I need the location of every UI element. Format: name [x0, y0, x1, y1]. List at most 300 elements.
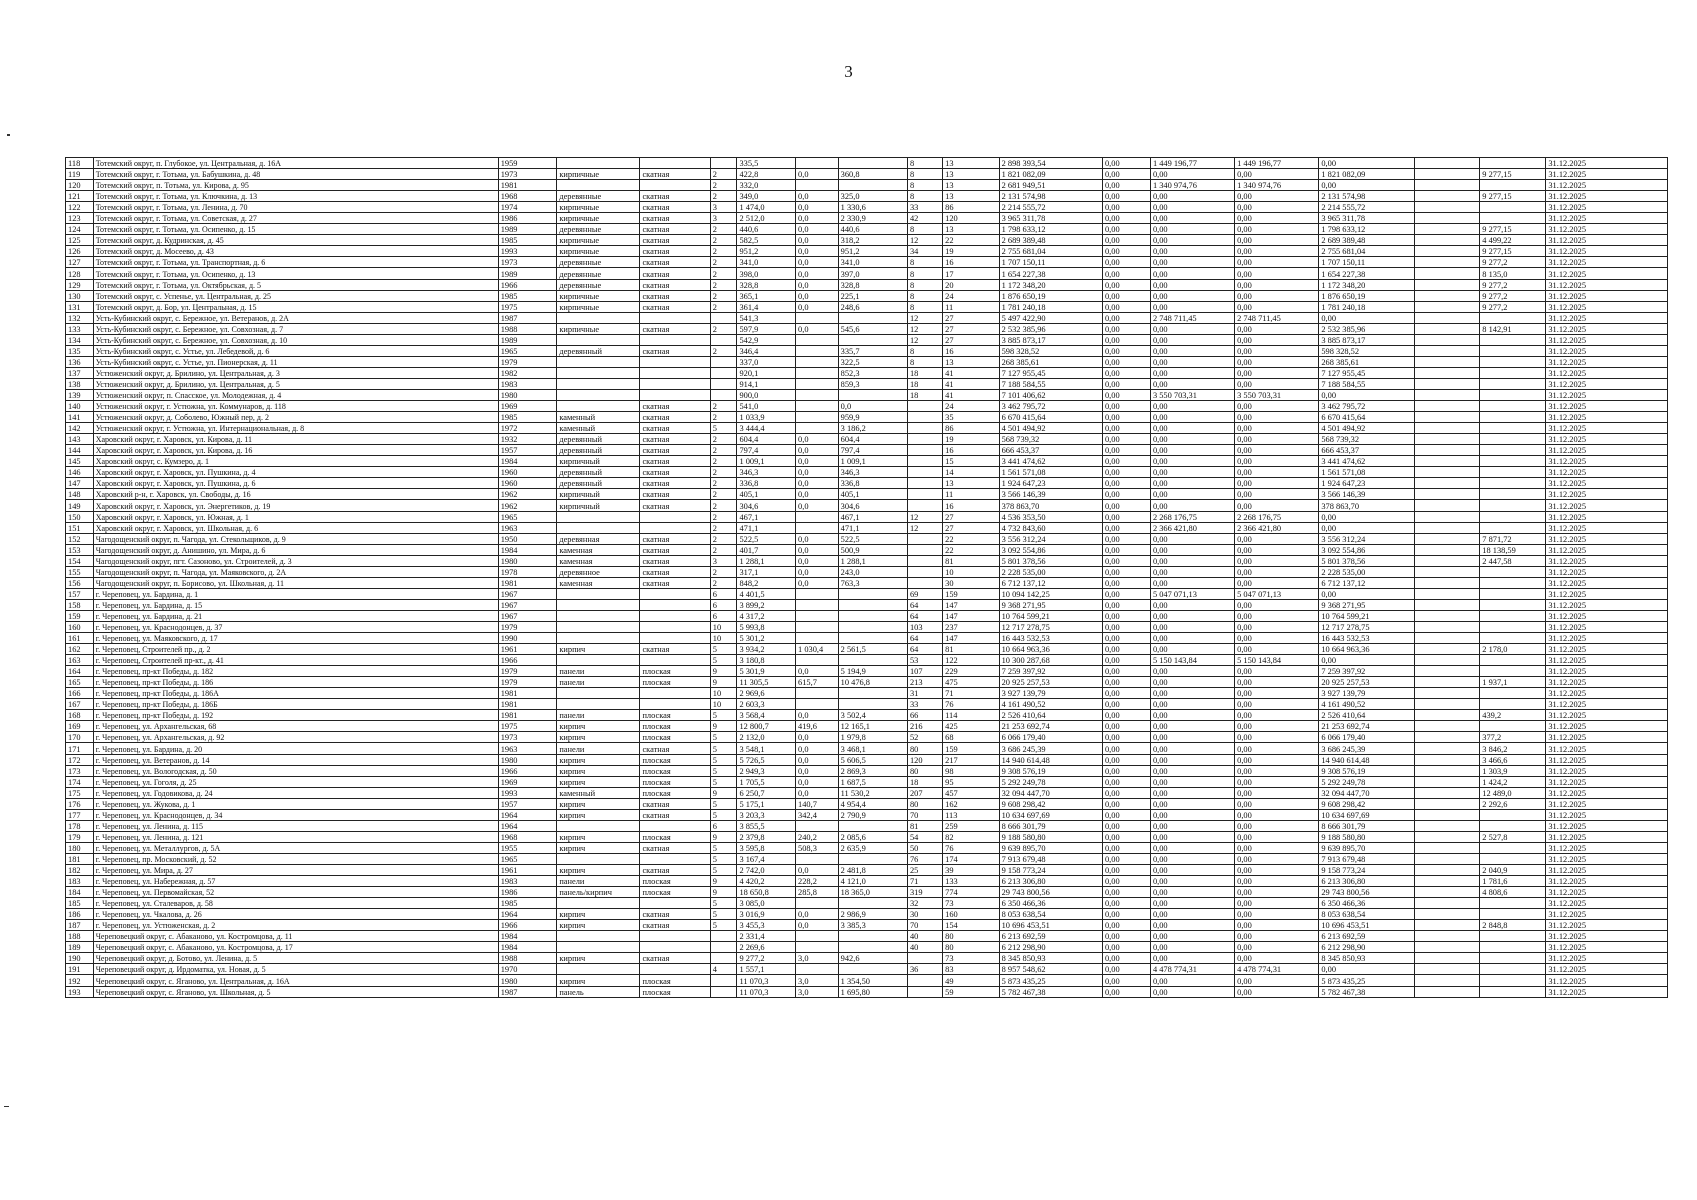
residents-cell: 475 — [943, 677, 999, 688]
living-area-cell — [838, 688, 907, 699]
floors-cell: 3 — [710, 213, 737, 224]
nonres-area-cell: 0,0 — [796, 290, 839, 301]
apartments-cell: 8 — [907, 301, 942, 312]
nonres-area-cell: 0,0 — [796, 268, 839, 279]
residents-cell: 13 — [943, 356, 999, 367]
local-share-cell: 0,00 — [1235, 853, 1319, 864]
residents-cell: 68 — [943, 732, 999, 743]
wall-material-cell: кирпичные — [557, 290, 640, 301]
table-row — [66, 599, 1668, 610]
year-built-cell: 1973 — [498, 257, 557, 268]
roof-type-cell — [640, 688, 710, 699]
table-row — [66, 511, 1668, 522]
deadline-cell: 31.12.2025 — [1546, 599, 1668, 610]
floors-cell — [710, 389, 737, 400]
fund-share-cell: 0,00 — [1102, 765, 1150, 776]
roof-type-cell: скатная — [640, 345, 710, 356]
nonres-area-cell — [796, 599, 839, 610]
apartments-cell: 40 — [907, 942, 942, 953]
regional-share-cell: 0,00 — [1150, 434, 1234, 445]
local-share-cell: 0,00 — [1235, 876, 1319, 887]
row-number-cell: 162 — [66, 644, 94, 655]
apartments-cell: 81 — [907, 820, 942, 831]
deadline-cell: 31.12.2025 — [1546, 842, 1668, 853]
housing-register-table — [65, 157, 1668, 998]
address-cell: Тотемский округ, д. Мосеево, д. 43 — [93, 246, 498, 257]
owners-share-cell: 3 441 474,62 — [1319, 456, 1415, 467]
local-share-cell: 1 340 974,76 — [1235, 180, 1319, 191]
address-cell: Тотемский округ, г. Тотьма, ул. Осипенко, д. 13 — [93, 268, 498, 279]
total-area-cell: 5 301,9 — [737, 666, 796, 677]
year-built-cell: 1993 — [498, 787, 557, 798]
residents-cell: 16 — [943, 500, 999, 511]
specific-cost-cell: 9 277,15 — [1480, 246, 1546, 257]
year-built-cell: 1966 — [498, 765, 557, 776]
fund-share-cell: 0,00 — [1102, 809, 1150, 820]
wall-material-cell: панели — [557, 743, 640, 754]
empty-col-cell — [1415, 401, 1480, 412]
roof-type-cell: скатная — [640, 290, 710, 301]
total-area-cell: 317,1 — [737, 566, 796, 577]
total-cost-cell: 9 308 576,19 — [999, 765, 1102, 776]
nonres-area-cell: 0,0 — [796, 279, 839, 290]
floors-cell: 6 — [710, 610, 737, 621]
floors-cell — [710, 986, 737, 997]
year-built-cell: 1965 — [498, 853, 557, 864]
specific-cost-cell: 1 937,1 — [1480, 677, 1546, 688]
residents-cell: 229 — [943, 666, 999, 677]
living-area-cell: 1 979,8 — [838, 732, 907, 743]
year-built-cell: 1983 — [498, 876, 557, 887]
year-built-cell: 1963 — [498, 743, 557, 754]
residents-cell: 27 — [943, 522, 999, 533]
specific-cost-cell — [1480, 942, 1546, 953]
row-number-cell: 133 — [66, 323, 94, 334]
floors-cell: 2 — [710, 445, 737, 456]
specific-cost-cell — [1480, 809, 1546, 820]
living-area-cell: 325,0 — [838, 191, 907, 202]
local-share-cell: 0,00 — [1235, 754, 1319, 765]
year-built-cell: 1981 — [498, 688, 557, 699]
nonres-area-cell: 0,0 — [796, 323, 839, 334]
regional-share-cell: 1 449 196,77 — [1150, 158, 1234, 169]
local-share-cell: 0,00 — [1235, 345, 1319, 356]
empty-col-cell — [1415, 445, 1480, 456]
local-share-cell: 0,00 — [1235, 533, 1319, 544]
year-built-cell: 1985 — [498, 235, 557, 246]
table-row — [66, 721, 1668, 732]
nonres-area-cell — [796, 345, 839, 356]
specific-cost-cell — [1480, 721, 1546, 732]
register-rows — [66, 158, 1668, 998]
empty-col-cell — [1415, 378, 1480, 389]
local-share-cell: 0,00 — [1235, 202, 1319, 213]
floors-cell — [710, 931, 737, 942]
roof-type-cell: плоская — [640, 887, 710, 898]
specific-cost-cell — [1480, 898, 1546, 909]
year-built-cell: 1967 — [498, 588, 557, 599]
address-cell: г. Череповец, ул. Краснодонцев, д. 37 — [93, 621, 498, 632]
address-cell: Череповецкий округ, с. Абаканово, ул. Костромцова, д. 11 — [93, 931, 498, 942]
apartments-cell: 18 — [907, 367, 942, 378]
address-cell: Харовский р-н, г. Харовск, ул. Свободы, д. 16 — [93, 489, 498, 500]
floors-cell: 2 — [710, 456, 737, 467]
total-cost-cell: 666 453,37 — [999, 445, 1102, 456]
specific-cost-cell: 4 808,6 — [1480, 887, 1546, 898]
apartments-cell: 8 — [907, 356, 942, 367]
row-number-cell: 124 — [66, 224, 94, 235]
address-cell: г. Череповец, ул. Сталеваров, д. 58 — [93, 898, 498, 909]
residents-cell: 13 — [943, 478, 999, 489]
table-row — [66, 323, 1668, 334]
table-row — [66, 169, 1668, 180]
nonres-area-cell — [796, 820, 839, 831]
row-number-cell: 138 — [66, 378, 94, 389]
row-number-cell: 184 — [66, 887, 94, 898]
total-area-cell: 336,8 — [737, 478, 796, 489]
wall-material-cell — [557, 688, 640, 699]
local-share-cell: 0,00 — [1235, 489, 1319, 500]
year-built-cell: 1980 — [498, 754, 557, 765]
specific-cost-cell — [1480, 931, 1546, 942]
regional-share-cell: 0,00 — [1150, 633, 1234, 644]
local-share-cell: 2 748 711,45 — [1235, 312, 1319, 323]
floors-cell: 6 — [710, 588, 737, 599]
local-share-cell: 0,00 — [1235, 765, 1319, 776]
total-cost-cell: 6 712 137,12 — [999, 577, 1102, 588]
specific-cost-cell — [1480, 389, 1546, 400]
address-cell: Устюженский округ, п. Спасское, ул. Молодежная, д. 4 — [93, 389, 498, 400]
total-cost-cell: 8 957 548,62 — [999, 964, 1102, 975]
floors-cell — [710, 312, 737, 323]
total-cost-cell: 14 940 614,48 — [999, 754, 1102, 765]
apartments-cell: 18 — [907, 776, 942, 787]
living-area-cell — [838, 942, 907, 953]
specific-cost-cell: 18 138,59 — [1480, 544, 1546, 555]
regional-share-cell: 0,00 — [1150, 544, 1234, 555]
roof-type-cell: плоская — [640, 765, 710, 776]
table-row — [66, 688, 1668, 699]
apartments-cell: 31 — [907, 688, 942, 699]
deadline-cell: 31.12.2025 — [1546, 621, 1668, 632]
address-cell: г. Череповец, пр-кт Победы, д. 182 — [93, 666, 498, 677]
regional-share-cell: 0,00 — [1150, 986, 1234, 997]
living-area-cell: 1 288,1 — [838, 555, 907, 566]
empty-col-cell — [1415, 599, 1480, 610]
owners-share-cell: 1 798 633,12 — [1319, 224, 1415, 235]
local-share-cell: 0,00 — [1235, 820, 1319, 831]
floors-cell: 2 — [710, 434, 737, 445]
row-number-cell: 190 — [66, 953, 94, 964]
specific-cost-cell: 8 135,0 — [1480, 268, 1546, 279]
apartments-cell: 120 — [907, 754, 942, 765]
roof-type-cell: скатная — [640, 268, 710, 279]
floors-cell: 9 — [710, 787, 737, 798]
total-area-cell: 5 993,8 — [737, 621, 796, 632]
row-number-cell: 122 — [66, 202, 94, 213]
row-number-cell: 148 — [66, 489, 94, 500]
roof-type-cell — [640, 588, 710, 599]
table-row — [66, 931, 1668, 942]
total-area-cell: 582,5 — [737, 235, 796, 246]
living-area-cell: 0,0 — [838, 401, 907, 412]
empty-col-cell — [1415, 876, 1480, 887]
regional-share-cell: 2 366 421,80 — [1150, 522, 1234, 533]
year-built-cell: 1969 — [498, 401, 557, 412]
year-built-cell: 1932 — [498, 434, 557, 445]
local-share-cell: 0,00 — [1235, 842, 1319, 853]
year-built-cell: 1984 — [498, 544, 557, 555]
total-cost-cell: 7 127 955,45 — [999, 367, 1102, 378]
living-area-cell: 328,8 — [838, 279, 907, 290]
apartments-cell: 103 — [907, 621, 942, 632]
local-share-cell: 0,00 — [1235, 378, 1319, 389]
roof-type-cell — [640, 599, 710, 610]
wall-material-cell: кирпичные — [557, 246, 640, 257]
table-row — [66, 312, 1668, 323]
specific-cost-cell — [1480, 367, 1546, 378]
row-number-cell: 176 — [66, 798, 94, 809]
table-row — [66, 434, 1668, 445]
owners-share-cell: 2 131 574,98 — [1319, 191, 1415, 202]
residents-cell: 27 — [943, 334, 999, 345]
specific-cost-cell: 9 277,15 — [1480, 169, 1546, 180]
living-area-cell: 500,9 — [838, 544, 907, 555]
deadline-cell: 31.12.2025 — [1546, 920, 1668, 931]
local-share-cell: 0,00 — [1235, 257, 1319, 268]
total-area-cell: 304,6 — [737, 500, 796, 511]
nonres-area-cell — [796, 389, 839, 400]
nonres-area-cell — [796, 964, 839, 975]
floors-cell: 2 — [710, 169, 737, 180]
floors-cell: 2 — [710, 500, 737, 511]
deadline-cell: 31.12.2025 — [1546, 710, 1668, 721]
total-cost-cell: 4 536 353,50 — [999, 511, 1102, 522]
address-cell: Усть-Кубинский округ, с. Бережное, ул. Ветеранов, д. 2А — [93, 312, 498, 323]
floors-cell: 5 — [710, 655, 737, 666]
regional-share-cell: 0,00 — [1150, 456, 1234, 467]
regional-share-cell: 5 047 071,13 — [1150, 588, 1234, 599]
nonres-area-cell — [796, 655, 839, 666]
total-area-cell: 2 379,8 — [737, 831, 796, 842]
address-cell: Чагодощенский округ, д. Анишино, ул. Мира, д. 6 — [93, 544, 498, 555]
owners-share-cell: 21 253 692,74 — [1319, 721, 1415, 732]
total-cost-cell: 4 732 843,60 — [999, 522, 1102, 533]
apartments-cell: 213 — [907, 677, 942, 688]
roof-type-cell: скатная — [640, 809, 710, 820]
owners-share-cell: 6 212 298,90 — [1319, 942, 1415, 953]
fund-share-cell: 0,00 — [1102, 202, 1150, 213]
row-number-cell: 180 — [66, 842, 94, 853]
table-row — [66, 555, 1668, 566]
total-area-cell: 1 033,9 — [737, 412, 796, 423]
apartments-cell — [907, 467, 942, 478]
total-cost-cell: 3 462 795,72 — [999, 401, 1102, 412]
nonres-area-cell — [796, 522, 839, 533]
local-share-cell: 0,00 — [1235, 191, 1319, 202]
roof-type-cell: скатная — [640, 489, 710, 500]
apartments-cell: 64 — [907, 644, 942, 655]
residents-cell: 217 — [943, 754, 999, 765]
fund-share-cell: 0,00 — [1102, 158, 1150, 169]
specific-cost-cell — [1480, 489, 1546, 500]
nonres-area-cell: 0,0 — [796, 577, 839, 588]
wall-material-cell — [557, 942, 640, 953]
roof-type-cell: скатная — [640, 401, 710, 412]
total-cost-cell: 1 821 082,09 — [999, 169, 1102, 180]
row-number-cell: 140 — [66, 401, 94, 412]
row-number-cell: 136 — [66, 356, 94, 367]
local-share-cell: 0,00 — [1235, 323, 1319, 334]
total-cost-cell: 2 898 393,54 — [999, 158, 1102, 169]
empty-col-cell — [1415, 334, 1480, 345]
floors-cell: 9 — [710, 876, 737, 887]
table-row — [66, 423, 1668, 434]
floors-cell: 9 — [710, 887, 737, 898]
floors-cell — [710, 975, 737, 986]
row-number-cell: 151 — [66, 522, 94, 533]
residents-cell: 147 — [943, 633, 999, 644]
deadline-cell: 31.12.2025 — [1546, 986, 1668, 997]
nonres-area-cell — [796, 356, 839, 367]
total-area-cell: 11 305,5 — [737, 677, 796, 688]
residents-cell: 159 — [943, 743, 999, 754]
year-built-cell: 1984 — [498, 942, 557, 953]
row-number-cell: 179 — [66, 831, 94, 842]
total-cost-cell: 568 739,32 — [999, 434, 1102, 445]
fund-share-cell: 0,00 — [1102, 887, 1150, 898]
floors-cell: 2 — [710, 235, 737, 246]
deadline-cell: 31.12.2025 — [1546, 820, 1668, 831]
roof-type-cell: скатная — [640, 246, 710, 257]
nonres-area-cell: 0,0 — [796, 478, 839, 489]
total-cost-cell: 4 501 494,92 — [999, 423, 1102, 434]
nonres-area-cell — [796, 378, 839, 389]
nonres-area-cell: 0,0 — [796, 920, 839, 931]
residents-cell: 22 — [943, 235, 999, 246]
apartments-cell: 107 — [907, 666, 942, 677]
specific-cost-cell — [1480, 986, 1546, 997]
living-area-cell: 5 606,5 — [838, 754, 907, 765]
residents-cell: 13 — [943, 224, 999, 235]
wall-material-cell: деревянные — [557, 279, 640, 290]
deadline-cell: 31.12.2025 — [1546, 323, 1668, 334]
roof-type-cell: скатная — [640, 191, 710, 202]
total-area-cell: 3 180,8 — [737, 655, 796, 666]
roof-type-cell — [640, 820, 710, 831]
year-built-cell: 1981 — [498, 180, 557, 191]
row-number-cell: 164 — [66, 666, 94, 677]
row-number-cell: 178 — [66, 820, 94, 831]
row-number-cell: 155 — [66, 566, 94, 577]
apartments-cell: 8 — [907, 191, 942, 202]
total-area-cell: 1 288,1 — [737, 555, 796, 566]
floors-cell: 2 — [710, 412, 737, 423]
table-row — [66, 367, 1668, 378]
nonres-area-cell: 508,3 — [796, 842, 839, 853]
specific-cost-cell: 9 277,15 — [1480, 191, 1546, 202]
roof-type-cell — [640, 312, 710, 323]
residents-cell: 76 — [943, 842, 999, 853]
living-area-cell: 2 986,9 — [838, 909, 907, 920]
row-number-cell: 126 — [66, 246, 94, 257]
total-cost-cell: 9 608 298,42 — [999, 798, 1102, 809]
floors-cell: 9 — [710, 666, 737, 677]
nonres-area-cell: 0,0 — [796, 754, 839, 765]
address-cell: г. Череповец, ул. Металлургов, д. 5А — [93, 842, 498, 853]
owners-share-cell: 9 368 271,95 — [1319, 599, 1415, 610]
empty-col-cell — [1415, 688, 1480, 699]
wall-material-cell — [557, 898, 640, 909]
fund-share-cell: 0,00 — [1102, 754, 1150, 765]
specific-cost-cell: 9 277,15 — [1480, 224, 1546, 235]
total-cost-cell: 2 689 389,48 — [999, 235, 1102, 246]
year-built-cell: 1950 — [498, 533, 557, 544]
living-area-cell — [838, 853, 907, 864]
roof-type-cell — [640, 610, 710, 621]
owners-share-cell: 14 940 614,48 — [1319, 754, 1415, 765]
fund-share-cell: 0,00 — [1102, 986, 1150, 997]
wall-material-cell: каменный — [557, 412, 640, 423]
owners-share-cell: 3 556 312,24 — [1319, 533, 1415, 544]
nonres-area-cell — [796, 412, 839, 423]
row-number-cell: 137 — [66, 367, 94, 378]
deadline-cell: 31.12.2025 — [1546, 555, 1668, 566]
year-built-cell: 1966 — [498, 655, 557, 666]
total-area-cell: 3 595,8 — [737, 842, 796, 853]
empty-col-cell — [1415, 853, 1480, 864]
total-area-cell: 3 899,2 — [737, 599, 796, 610]
total-area-cell: 4 401,5 — [737, 588, 796, 599]
table-row — [66, 953, 1668, 964]
nonres-area-cell: 0,0 — [796, 235, 839, 246]
owners-share-cell: 9 188 580,80 — [1319, 831, 1415, 842]
row-number-cell: 118 — [66, 158, 94, 169]
fund-share-cell: 0,00 — [1102, 677, 1150, 688]
row-number-cell: 181 — [66, 853, 94, 864]
nonres-area-cell: 0,0 — [796, 909, 839, 920]
living-area-cell: 318,2 — [838, 235, 907, 246]
wall-material-cell: кирпич — [557, 842, 640, 853]
year-built-cell: 1990 — [498, 633, 557, 644]
fund-share-cell: 0,00 — [1102, 290, 1150, 301]
regional-share-cell: 0,00 — [1150, 699, 1234, 710]
table-row — [66, 699, 1668, 710]
total-area-cell: 3 568,4 — [737, 710, 796, 721]
total-cost-cell: 1 924 647,23 — [999, 478, 1102, 489]
deadline-cell: 31.12.2025 — [1546, 312, 1668, 323]
nonres-area-cell: 0,0 — [796, 555, 839, 566]
specific-cost-cell: 2 178,0 — [1480, 644, 1546, 655]
residents-cell: 13 — [943, 158, 999, 169]
regional-share-cell: 5 150 143,84 — [1150, 655, 1234, 666]
wall-material-cell: кирпичные — [557, 323, 640, 334]
regional-share-cell: 0,00 — [1150, 809, 1234, 820]
total-cost-cell: 3 092 554,86 — [999, 544, 1102, 555]
specific-cost-cell — [1480, 356, 1546, 367]
total-area-cell: 1 557,1 — [737, 964, 796, 975]
residents-cell: 20 — [943, 279, 999, 290]
apartments-cell — [907, 434, 942, 445]
table-row — [66, 478, 1668, 489]
regional-share-cell: 0,00 — [1150, 975, 1234, 986]
nonres-area-cell: 0,0 — [796, 246, 839, 257]
regional-share-cell: 0,00 — [1150, 942, 1234, 953]
empty-col-cell — [1415, 191, 1480, 202]
year-built-cell: 1966 — [498, 920, 557, 931]
local-share-cell: 0,00 — [1235, 942, 1319, 953]
roof-type-cell: скатная — [640, 743, 710, 754]
